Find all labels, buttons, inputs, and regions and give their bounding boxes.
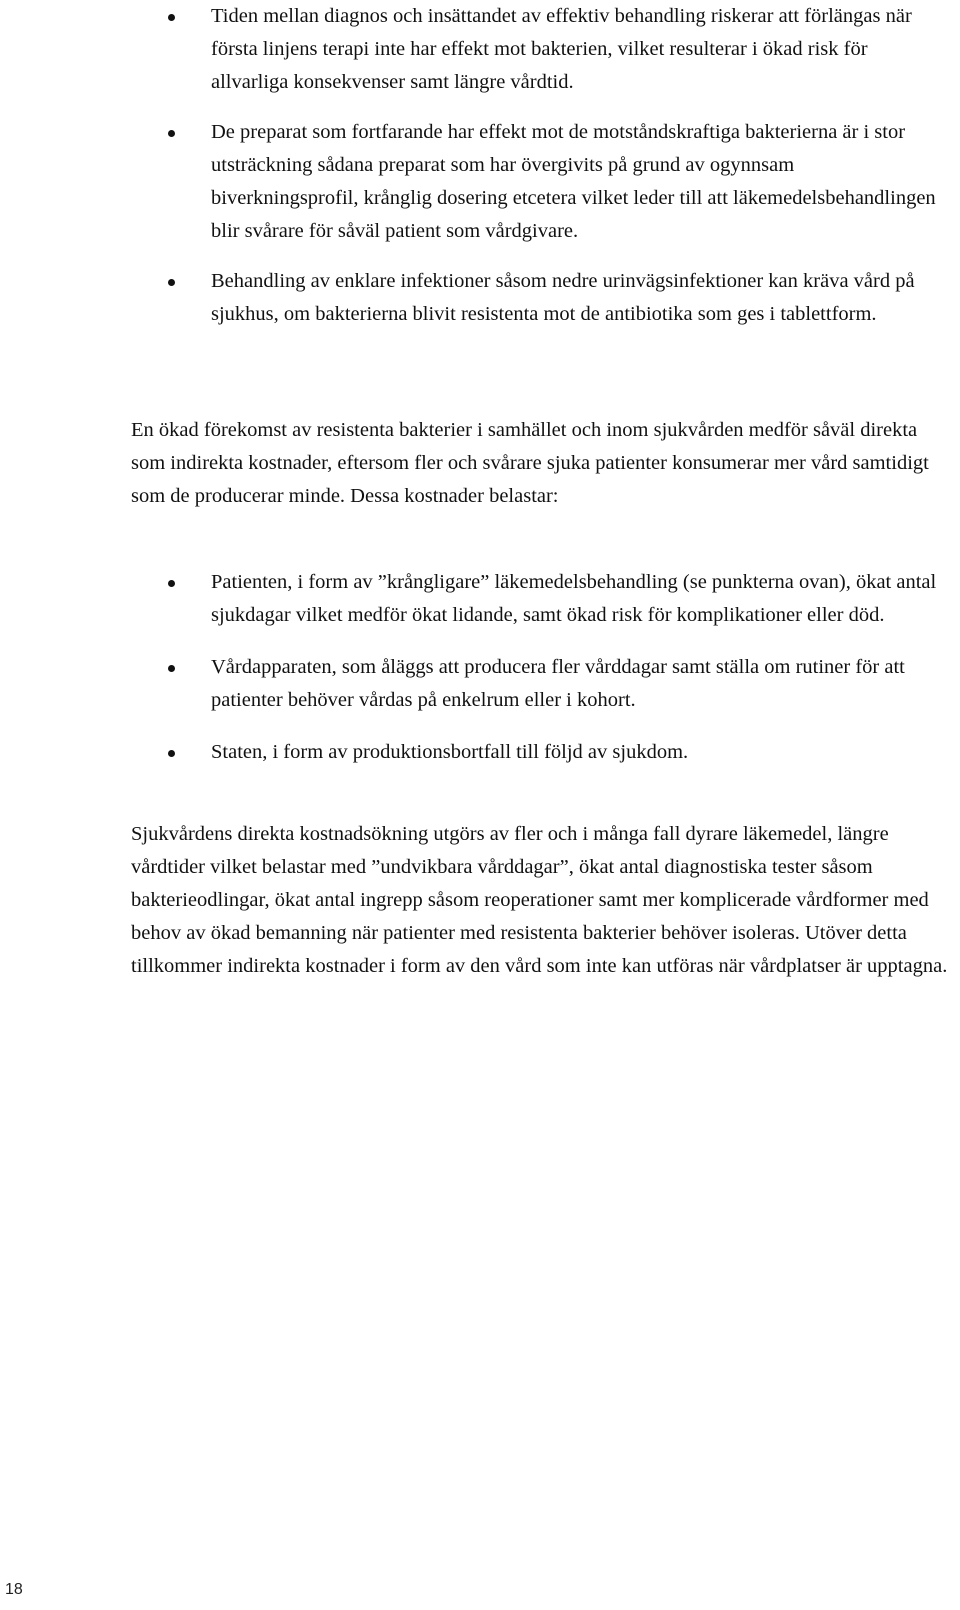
list-item: [0, 265, 960, 331]
list-item: [0, 566, 960, 632]
burden-bullet-list: [0, 566, 960, 769]
page-number: 18: [5, 1581, 23, 1598]
list-item-text: Patienten, i form av ”krångligare” läkemedelsbehandling (se punkterna ovan), ökat antal sjukdagar vilket medför ökat lidande, samt ökad risk för komplikationer eller död.: [211, 571, 937, 626]
list-item: [0, 736, 960, 769]
list-item-text: Staten, i form av produktionsbortfall till följd av sjukdom.: [211, 741, 689, 763]
list-item: [0, 116, 960, 248]
bullet-icon: [168, 750, 175, 757]
consequence-bullet-list: [0, 0, 960, 331]
list-item: [0, 0, 960, 99]
bullet-icon: [168, 665, 175, 672]
bullet-icon: [168, 14, 175, 21]
paragraph-costs: En ökad förekomst av resistenta bakterier i samhället och inom sjukvården medför såväl direkta som indirekta kostnader, eftersom fler och svårare sjuka patienter konsumerar mer vård samtidigt som de producerar minde. Dessa kostnader belastar:: [131, 419, 929, 507]
bullet-icon: [168, 279, 175, 286]
bullet-icon: [168, 580, 175, 587]
list-item-text: Vårdapparaten, som åläggs att producera fler vårddagar samt ställa om rutiner för att patienter behöver vårdas på enkelrum eller i kohort.: [211, 656, 905, 711]
list-item-text: Behandling av enklare infektioner såsom nedre urinvägsinfektioner kan kräva vård på sjukhus, om bakterierna blivit resistenta mot de antibiotika som ges i tablettform.: [211, 270, 915, 325]
list-item-text: Tiden mellan diagnos och insättandet av effektiv behandling riskerar att förlängas när första linjens terapi inte har effekt mot bakterien, vilket resulterar i ökad risk för allvarliga konsekvenser samt längre vårdtid.: [211, 5, 912, 93]
paragraph-direct-costs: Sjukvårdens direkta kostnadsökning utgörs av fler och i många fall dyrare läkemedel, längre vårdtider vilket belastar med ”undvikbara vårddagar”, ökat antal diagnostiska tester såsom bakterieodlingar, ökat antal ingrepp såsom reoperationer samt mer komplicerade vårdformer med behov av ökad bemanning när patienter med resistenta bakterier behöver isoleras. Utöver detta tillkommer indirekta kostnader i form av den vård som inte kan utföras när vårdplatser är upptagna.: [131, 823, 948, 977]
bullet-icon: [168, 130, 175, 137]
list-item: [0, 651, 960, 717]
list-item-text: De preparat som fortfarande har effekt mot de motståndskraftiga bakterierna är i stor utsträckning sådana preparat som har övergivits på grund av ogynnsam biverkningsprofil, krånglig dosering etcetera vilket leder till att läkemedelsbehandlingen blir svårare för såväl patient som vårdgivare.: [211, 121, 936, 242]
